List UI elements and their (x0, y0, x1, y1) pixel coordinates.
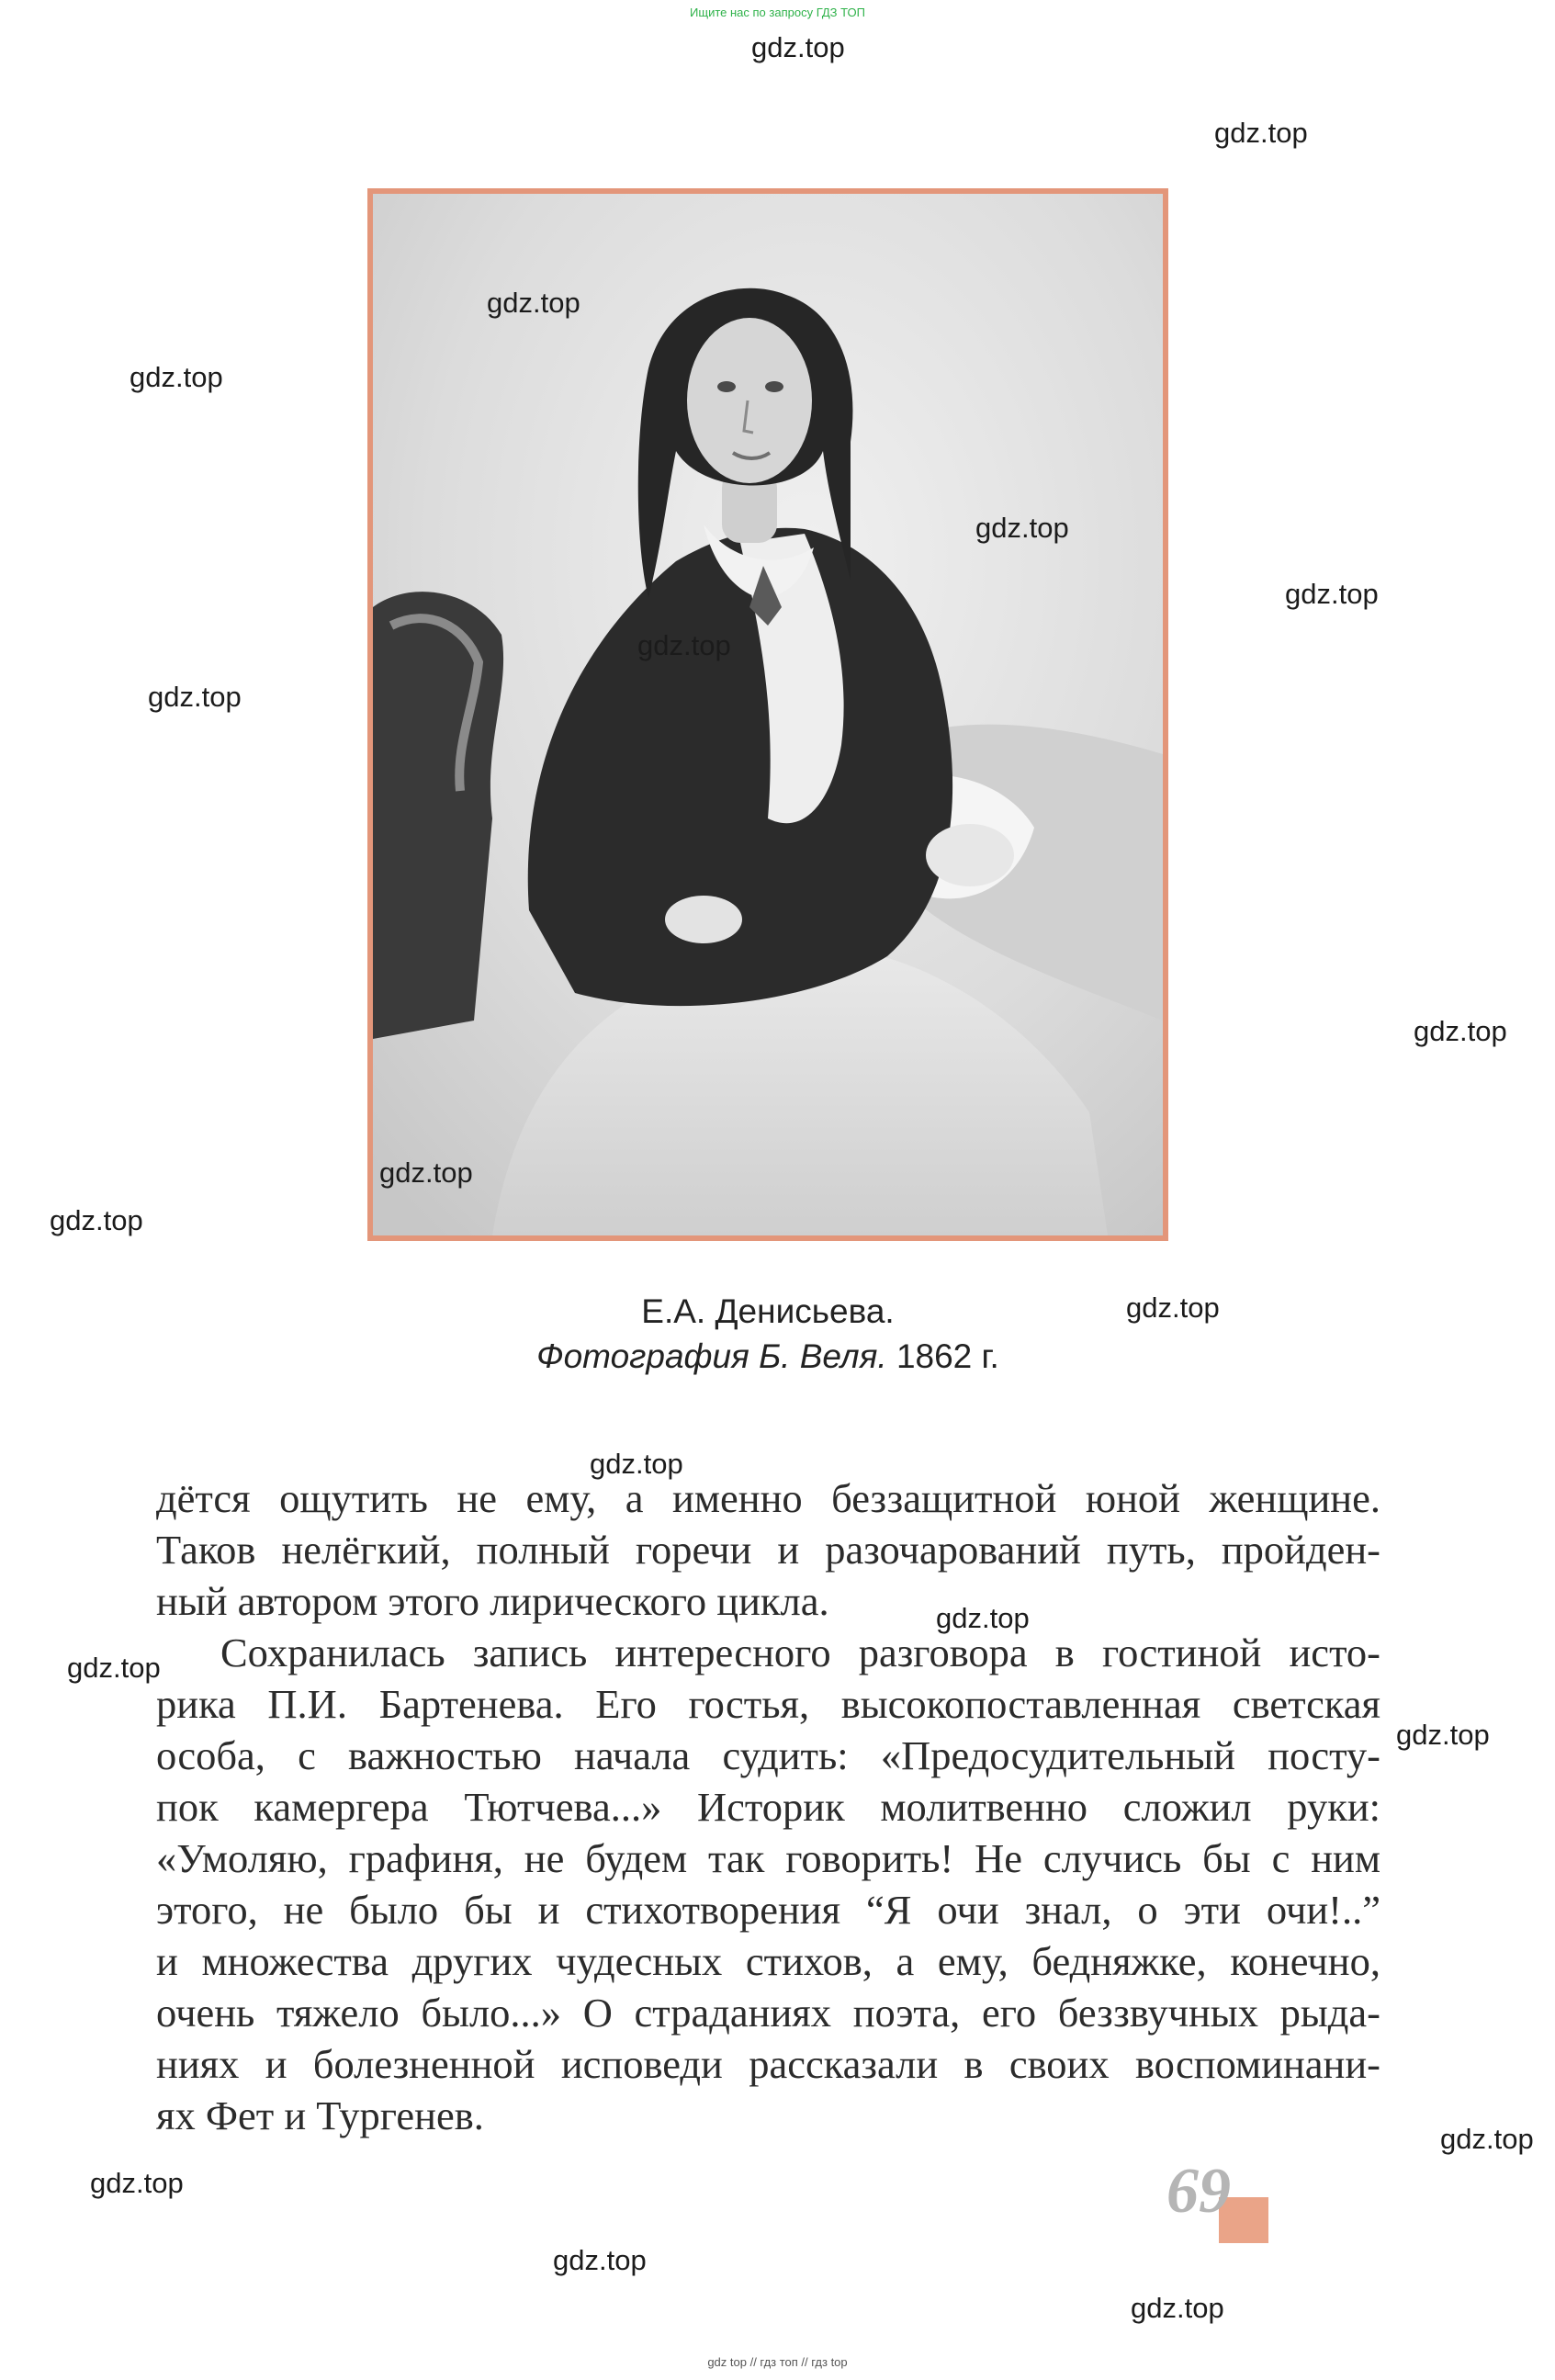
page-number: 69 (1166, 2156, 1231, 2227)
text-line: «Умоляю, графиня, не будем так говорить! Не случись бы с ним (156, 1835, 1380, 1881)
body-text (156, 1472, 1380, 2141)
watermark: gdz.top (1214, 117, 1308, 149)
text-line: этого, не было бы и стихотворения “Я очи знал, о эти очи!..” (156, 1887, 1380, 1933)
watermark: gdz.top (637, 629, 731, 661)
watermark: gdz.top (1440, 2123, 1534, 2155)
portrait-illustration (373, 194, 1163, 1235)
text-line: пок камергера Тютчева...» Историк молитвенно сложил руки: (156, 1784, 1380, 1830)
text-line: рика П.И. Бартенева. Его гостья, высокопоставленная светская (156, 1681, 1380, 1727)
text-line: Таков нелёгкий, полный горечи и разочарований путь, пройден- (156, 1527, 1380, 1573)
photo-credit-author: Фотография Б. Веля. (536, 1337, 887, 1375)
watermark: gdz.top (975, 512, 1069, 544)
watermark: gdz.top (379, 1156, 473, 1189)
watermark: gdz.top (67, 1652, 161, 1684)
watermark: gdz.top (148, 681, 242, 713)
photo-caption-title: Е.А. Денисьева. (641, 1292, 895, 1330)
text-line: дётся ощутить не ему, а именно беззащитной юной женщине. (156, 1475, 1380, 1521)
watermark: gdz.top (1131, 2292, 1224, 2324)
watermark: gdz.top (590, 1448, 683, 1480)
watermark: gdz.top (936, 1602, 1030, 1634)
search-hint: Ищите нас по запросу ГДЗ ТОП (690, 6, 865, 19)
watermark: gdz.top (1396, 1719, 1490, 1751)
watermark: gdz.top (1126, 1292, 1220, 1324)
footer-links[interactable]: gdz top // гдз топ // гдз top (707, 2355, 848, 2369)
watermark: gdz.top (90, 2167, 184, 2199)
text-line: ниях и болезненной исповеди рассказали в своих воспоминани- (156, 2041, 1380, 2087)
text-line: ный автором этого лирического цикла. (156, 1578, 829, 1624)
photo-credit-year: 1862 г. (896, 1337, 999, 1375)
text-line: особа, с важностью начала судить: «Предосудительный посту- (156, 1732, 1380, 1778)
text-line: ях Фет и Тургенев. (156, 2092, 484, 2138)
watermark: gdz.top (1285, 578, 1379, 610)
text-line: Сохранилась запись интересного разговора в гостиной исто- (220, 1630, 1380, 1675)
text-line: и множества других чудесных стихов, а ему, бедняжке, конечно, (156, 1938, 1380, 1984)
watermark: gdz.top (751, 31, 845, 63)
watermark: gdz.top (130, 361, 223, 393)
watermark: gdz.top (1414, 1015, 1507, 1047)
portrait-photo (367, 188, 1168, 1241)
text-line: очень тяжело было...» О страданиях поэта, его беззвучных рыда- (156, 1990, 1380, 2036)
photo-caption-credit (367, 1337, 1168, 1376)
watermark: gdz.top (553, 2244, 647, 2276)
watermark: gdz.top (487, 287, 580, 319)
watermark: gdz.top (50, 1204, 143, 1236)
